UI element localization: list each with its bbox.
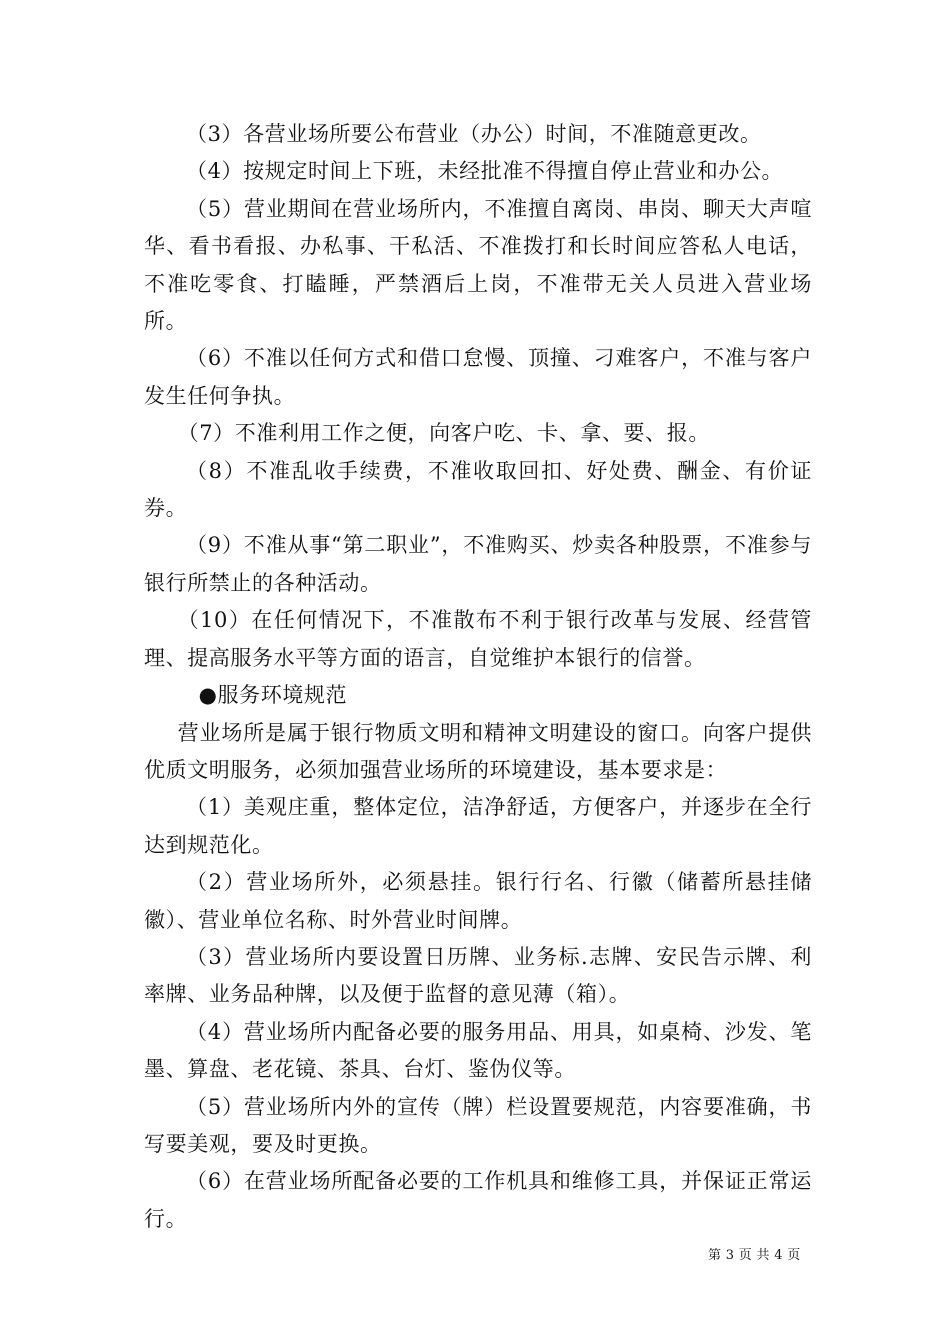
paragraph-rule-3: （3）各营业场所要公布营业（办公）时间，不准随意更改。 xyxy=(186,122,762,146)
paragraph-env-3: （3）营业场所内要设置日历牌、业务标.志牌、安民告示牌、利率牌、业务品种牌，以及便于监督的意见薄（箱）。 xyxy=(144,944,812,1007)
paragraph-rule-5: （5）营业期间在营业场所内，不准擅自离岗、串岗、聊天大声喧华、看书看报、办私事、干私活、不准拨打和长时间应答私人电话，不准吃零食、打瞌睡，严禁酒后上岗，不准带无关人员进入营业场所。 xyxy=(144,196,812,334)
paragraph-rule-4: （4）按规定时间上下班，未经批准不得擅自停止营业和办公。 xyxy=(186,159,784,184)
paragraph-rule-9: （9）不准从事“第二职业”，不准购买、炒卖各种股票，不准参与银行所禁止的各种活动。 xyxy=(144,533,812,595)
paragraph-rule-7: （7）不准利用工作之便，向客户吃、卡、拿、要、报。 xyxy=(177,421,710,446)
paragraph-env-4: （4）营业场所内配备必要的服务用品、用具，如桌椅、沙发、笔墨、算盘、老花镜、茶具、台灯、鉴伪仪等。 xyxy=(144,1019,812,1082)
paragraph-env-5: （5）营业场所内外的宣传（牌）栏设置要规范，内容要准确，书写要美观，要及时更换。 xyxy=(144,1094,812,1156)
paragraph-rule-6: （6）不准以任何方式和借口怠慢、顶撞、刁难客户，不准与客户发生任何争执。 xyxy=(144,346,812,408)
section-intro: 营业场所是属于银行物质文明和精神文明建设的窗口。向客户提供优质文明服务，必须加强营业场所的环境建设，基本要求是： xyxy=(144,720,812,782)
paragraph-env-1: （1）美观庄重，整体定位，洁净舒适，方便客户，并逐步在全行达到规范化。 xyxy=(144,795,812,857)
paragraph-rule-8: （8）不准乱收手续费，不准收取回扣、好处费、酬金、有价证券。 xyxy=(144,458,812,521)
page-number: 第 3 页 共 4 页 xyxy=(708,1248,801,1263)
paragraph-env-2: （2）营业场所外，必须悬挂。银行行名、行徽（储蓄所悬挂储徽）、营业单位名称、时外营业时间牌。 xyxy=(144,870,812,932)
section-heading: ●服务环境规范 xyxy=(198,683,348,708)
document-body xyxy=(144,116,812,1238)
paragraph-rule-10: （10）在任何情况下，不准散布不利于银行改革与发展、经营管理、提高服务水平等方面的语言，自觉维护本银行的信誉。 xyxy=(144,608,812,670)
paragraph-env-6: （6）在营业场所配备必要的工作机具和维修工具，并保证正常运行。 xyxy=(144,1169,812,1231)
